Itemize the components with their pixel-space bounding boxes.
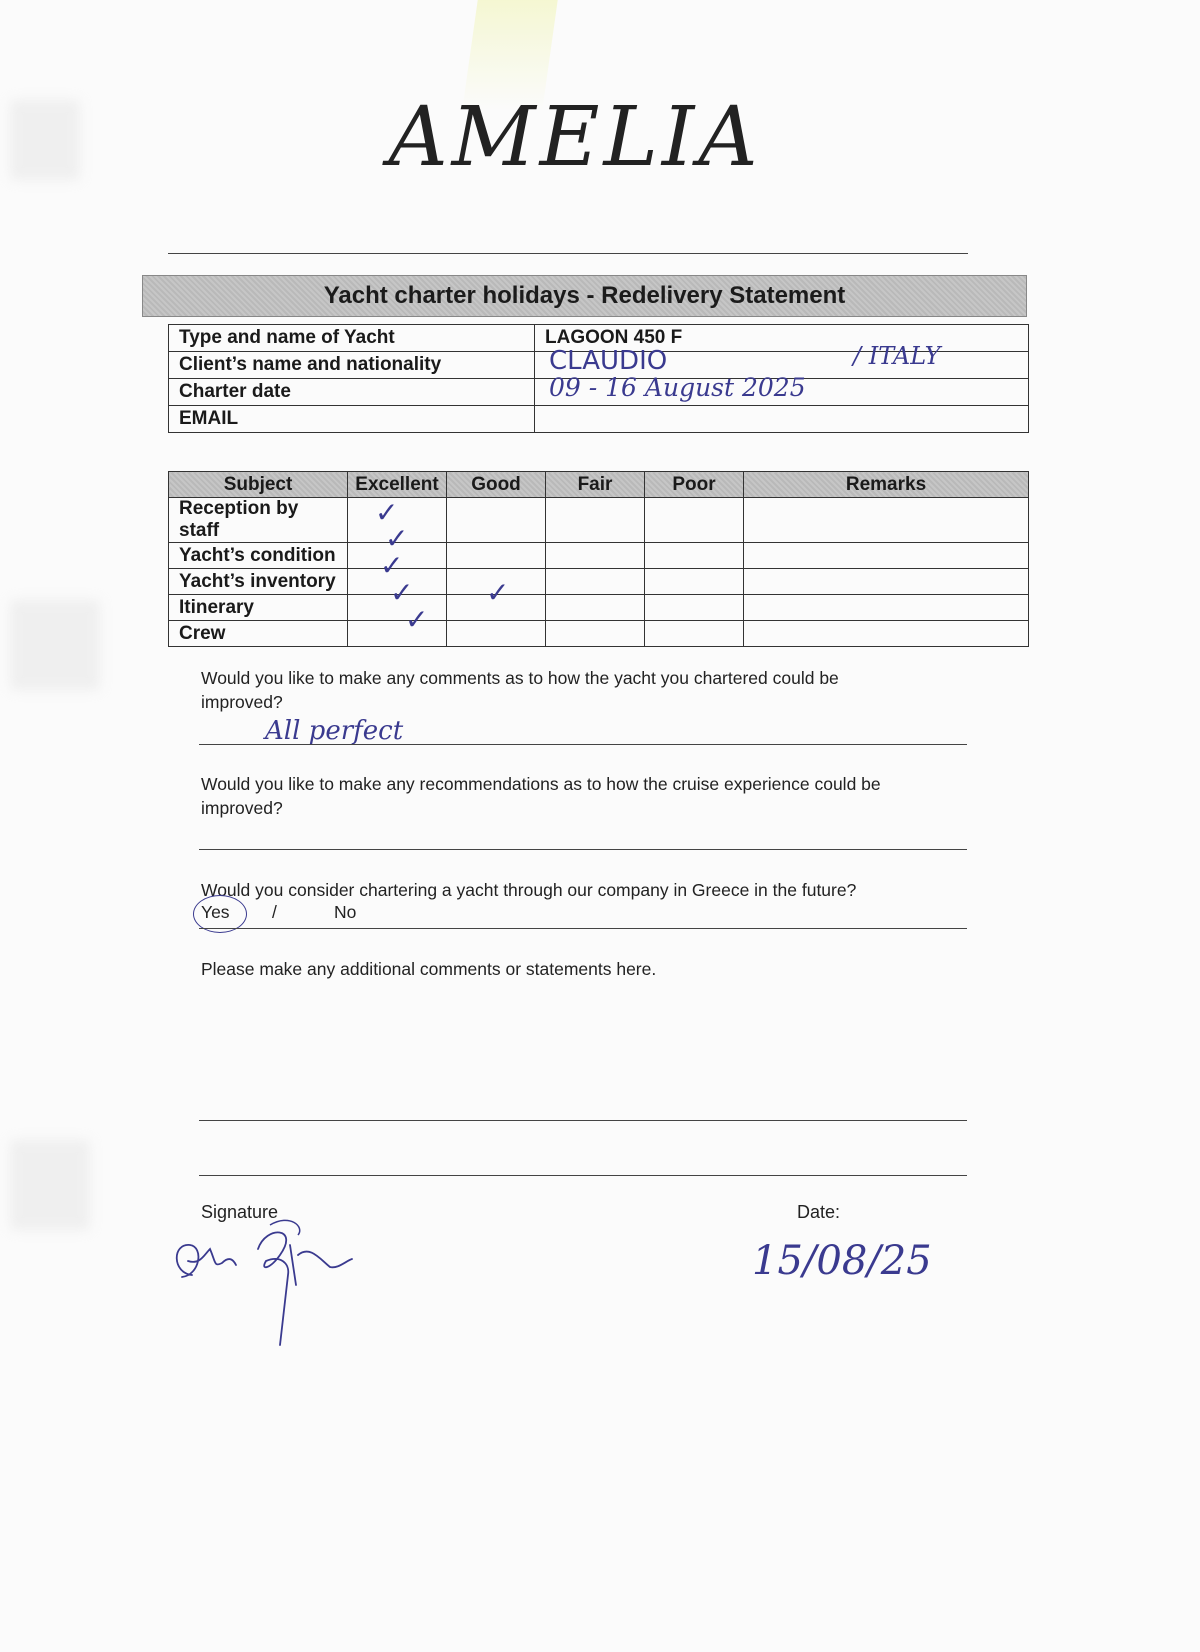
answer-line [199,928,967,929]
remarks-cell[interactable] [744,595,1029,621]
rating-cell-excellent[interactable] [348,621,447,647]
signature-label: Signature [201,1202,279,1222]
rating-cell-poor[interactable] [645,543,744,569]
col-header-excellent: Excellent [348,472,447,498]
date-label: Date: [797,1202,841,1222]
remarks-cell[interactable] [744,569,1029,595]
tick-itinerary-excellent: ✓ [390,576,414,609]
rating-cell-fair[interactable] [546,569,645,595]
date-handwritten: 15/08/25 [752,1238,932,1284]
question-additional-comments: Please make any additional comments or statements here. [201,959,657,979]
subject-cell: Crew [169,621,348,647]
client-name-handwritten: CLAUDIO [549,346,668,376]
col-header-poor: Poor [645,472,744,498]
rating-cell-fair[interactable] [546,498,645,543]
rating-cell-poor[interactable] [645,498,744,543]
info-label: Client’s name and nationality [169,352,535,379]
rating-cell-poor[interactable] [645,569,744,595]
col-header-remarks: Remarks [744,472,1029,498]
question-cruise-improvement: Would you like to make any recommendations as to how the cruise experience could be improved? [201,774,881,818]
subject-cell: Yacht’s condition [169,543,348,569]
rating-cell-poor[interactable] [645,595,744,621]
rating-cell-fair[interactable] [546,595,645,621]
question-future-charter: Would you consider chartering a yacht through our company in Greece in the future? [201,880,857,900]
comment-line[interactable] [199,1120,967,1121]
company-logo: AMELIA [388,90,762,185]
yacht-info-table [168,324,1029,433]
document-title: Yacht charter holidays - Redelivery Statement [142,275,1027,317]
info-value [535,406,1029,433]
rating-cell-poor[interactable] [645,621,744,647]
col-header-subject: Subject [169,472,348,498]
scan-smudge [10,100,80,180]
tick-condition-excellent: ✓ [385,522,409,555]
option-no[interactable]: No [334,902,357,922]
answer-line[interactable] [199,744,967,745]
info-label: EMAIL [169,406,535,433]
tick-itinerary-good: ✓ [486,576,510,609]
scan-smudge [10,600,100,690]
charter-date-handwritten: 09 - 16 August 2025 [549,373,806,402]
rating-cell-good[interactable] [447,498,546,543]
table-row [169,621,1029,647]
info-value-cell [535,373,1029,406]
col-header-good: Good [447,472,546,498]
table-header-row [169,472,1029,498]
header-rule [168,253,968,254]
option-separator: / [272,902,277,922]
table-row [169,379,1029,406]
signature-drawing [170,1215,370,1355]
remarks-cell[interactable] [744,621,1029,647]
info-value: LAGOON 450 F [535,325,1029,352]
option-yes[interactable]: Yes [201,902,230,922]
table-row [169,569,1029,595]
tick-reception-excellent: ✓ [375,496,399,529]
info-label: Type and name of Yacht [169,325,535,352]
table-row [169,498,1029,543]
rating-cell-good[interactable] [447,621,546,647]
subject-cell: Itinerary [169,595,348,621]
rating-table [168,471,1029,647]
question-yacht-improvement: Would you like to make any comments as to how the yacht you chartered could be improved? [201,668,839,712]
client-nationality-handwritten: / ITALY [853,342,941,370]
table-row [169,543,1029,569]
scan-smudge [10,1140,90,1230]
answer-line[interactable] [199,849,967,850]
tick-crew-excellent: ✓ [405,603,429,636]
rating-cell-fair[interactable] [546,621,645,647]
info-label: Charter date [169,379,535,406]
table-row [169,595,1029,621]
rating-cell-good[interactable] [447,543,546,569]
rating-cell-fair[interactable] [546,543,645,569]
subject-cell: Reception by staff [169,498,348,543]
remarks-cell[interactable] [744,498,1029,543]
col-header-fair: Fair [546,472,645,498]
answer-yacht-improvement: All perfect [265,716,404,746]
subject-cell: Yacht’s inventory [169,569,348,595]
remarks-cell[interactable] [744,543,1029,569]
tick-inventory-excellent: ✓ [380,549,404,582]
comment-line[interactable] [199,1175,967,1176]
table-row [169,406,1029,433]
